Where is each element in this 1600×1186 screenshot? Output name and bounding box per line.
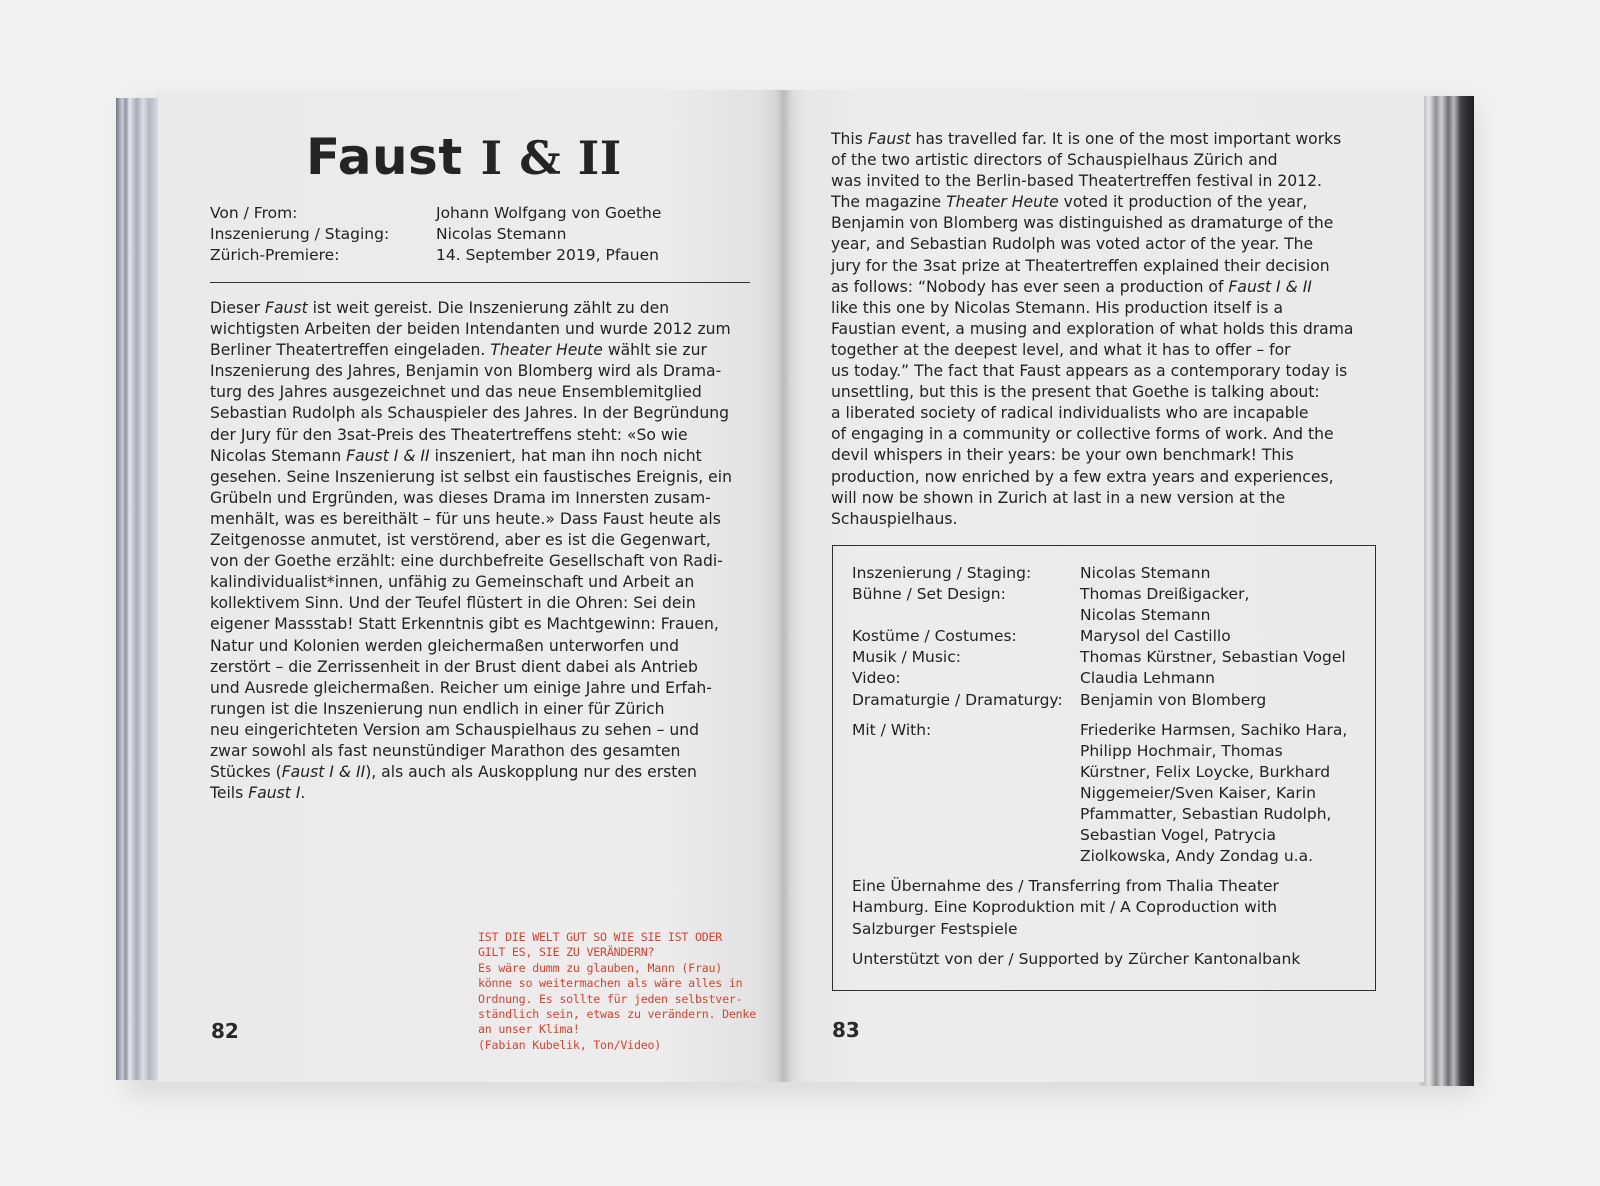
text-line: turg des Jahres ausgezeichnet und das neue Ensemblemitglied [210, 383, 702, 402]
text-line: rungen ist die Inszenierung nun endlich in einer für Zürich [210, 699, 665, 718]
text-line: Benjamin von Blomberg was distinguished as dramaturge of the [831, 214, 1334, 233]
credit-value: Thomas Dreißigacker, Nicolas Stemann [1080, 585, 1250, 625]
text-line: This Faust has travelled far. It is one of the most important works [831, 130, 1342, 148]
text-line: zwar sowohl als fast neunstündiger Marathon des gesamten [210, 741, 681, 760]
text-line: together at the deepest level, and what it has to offer – for [831, 340, 1291, 359]
cast-row [852, 720, 1372, 868]
credit-value: Thomas Kürstner, Sebastian Vogel [1080, 648, 1346, 667]
credit-label: Mit / With: [852, 720, 932, 739]
credit-label: Inszenierung / Staging: [210, 225, 390, 243]
text-line: Stückes (Faust I & II), als auch als Auskopplung nur des ersten [210, 763, 697, 782]
text-line: like this one by Nicolas Stemann. His production itself is a [831, 298, 1284, 317]
credit-label: Dramaturgie / Dramaturgy: [852, 690, 1063, 709]
text-line: Natur und Kolonien werden gleichermaßen unterworfen und [210, 636, 680, 655]
text-line: Nicolas Stemann Faust I & II inszeniert, hat man ihn noch nicht [210, 446, 702, 465]
credit-label: Bühne / Set Design: [852, 585, 1006, 604]
text-line: production, now enriched by a few extra years and experiences, [831, 467, 1334, 486]
text-line: unsettling, but this is the present that Goethe is talking about: [831, 383, 1320, 402]
red-quote [478, 930, 784, 1053]
title-main: Faust [306, 128, 463, 186]
quote-line: ständlich sein, etwas zu verändern. Denke [478, 1007, 756, 1022]
transfer-note: Eine Übernahme des / Transferring from Thalia Theater Hamburg. Eine Koproduktion mit / A Coproduction with Salzburger Festspiele [852, 877, 1279, 938]
page-title [306, 128, 622, 186]
text-line: was invited to the Berlin-based Theatertreffen festival in 2012. [831, 172, 1322, 191]
credit-label: Video: [852, 669, 901, 688]
credit-row [210, 245, 750, 266]
page-number-right: 83 [832, 1018, 860, 1042]
credit-row [210, 203, 750, 224]
text-line: us today.” The fact that Faust appears as a contemporary today is [831, 362, 1348, 381]
credit-value: Nicolas Stemann [1080, 564, 1211, 582]
credits-box [832, 545, 1376, 991]
credit-label: Zürich-Premiere: [210, 246, 340, 264]
credit-label: Musik / Music: [852, 648, 961, 667]
credit-label: Inszenierung / Staging: [852, 564, 1032, 582]
page-number-left: 82 [211, 1019, 239, 1043]
production-credits [210, 203, 750, 266]
text-line: a liberated society of radical individualists who are incapable [831, 404, 1309, 423]
cast-list: Friederike Harmsen, Sachiko Hara, Philipp Hochmair, Thomas Kürstner, Felix Loycke, Burkhard Niggemeier/Sven Kaiser, Karin Pfammatter, Sebastian Rudolph, Sebastian Vogel, Patrycia Ziolkowska, Andy Zondag u.a. [1080, 720, 1348, 866]
text-line: as follows: “Nobody has ever seen a production of Faust I & II [831, 277, 1312, 296]
credits-box-content [852, 563, 1372, 970]
text-line: of the two artistic directors of Schauspielhaus Zürich and [831, 151, 1278, 170]
text-line: Dieser Faust ist weit gereist. Die Inszenierung zählt zu den [210, 299, 670, 317]
credit-value: Marysol del Castillo [1080, 627, 1231, 646]
text-line: devil whispers in their years: be your own benchmark! This [831, 446, 1294, 465]
text-line: neu eingerichteten Version am Schauspielhaus zu sehen – und [210, 720, 700, 739]
credit-row [852, 690, 1372, 711]
credit-row [852, 668, 1372, 689]
credit-row [210, 224, 750, 245]
credit-value: Nicolas Stemann [436, 225, 567, 243]
text-line: zerstört – die Zerrissenheit in der Brust dient dabei als Antrieb [210, 657, 698, 676]
left-page-edges [116, 98, 161, 1080]
text-line: kalindividualist*innen, unfähig zu Gemeinschaft und Arbeit an [210, 573, 695, 592]
credit-label: Von / From: [210, 204, 298, 222]
text-line: Inszenierung des Jahres, Benjamin von Blomberg wird als Drama- [210, 362, 722, 381]
text-line: eigener Massstab! Statt Erkenntnis gibt es Machtgewinn: Frauen, [210, 615, 719, 634]
text-line: jury for the 3sat prize at Theatertreffen explained their decision [831, 256, 1330, 275]
credit-row [852, 563, 1372, 584]
english-body-text [831, 129, 1381, 530]
text-line: Berliner Theatertreffen eingeladen. Theater Heute wählt sie zur [210, 341, 707, 360]
quote-line: Es wäre dumm zu glauben, Mann (Frau) [478, 960, 723, 975]
credit-value: 14. September 2019, Pfauen [436, 246, 659, 264]
text-line: menhält, was es bereithält – für uns heute.» Dass Faust heute als [210, 509, 721, 528]
quote-line: IST DIE WELT GUT SO WIE SIE IST ODER [478, 930, 723, 944]
quote-line: an unser Klima! [478, 1022, 580, 1037]
text-line: der Jury für den 3sat-Preis des Theatertreffens steht: «So wie [210, 425, 688, 444]
title-roman-numerals: I & II [480, 131, 622, 185]
quote-line: GILT ES, SIE ZU VERÄNDERN? [478, 945, 655, 960]
text-line: wichtigsten Arbeiten der beiden Intendanten und wurde 2012 zum [210, 320, 731, 339]
text-line: year, and Sebastian Rudolph was voted actor of the year. The [831, 235, 1314, 254]
text-line: will now be shown in Zurich at last in a new version at the [831, 488, 1286, 507]
credit-value: Johann Wolfgang von Goethe [436, 204, 662, 222]
credit-value: Benjamin von Blomberg [1080, 690, 1267, 709]
credit-row [852, 626, 1372, 647]
text-line: Teils Faust I. [210, 784, 306, 803]
text-line: kollektivem Sinn. Und der Teufel flüstert in die Ohren: Sei dein [210, 594, 696, 613]
text-line: von der Goethe erzählt: eine durchbefreite Gesellschaft von Radi- [210, 552, 723, 571]
quote-attribution: (Fabian Kubelik, Ton/Video) [478, 1037, 662, 1052]
german-body-text [210, 298, 755, 804]
divider [210, 282, 750, 283]
quote-line: könne so weitermachen als wäre alles in [478, 976, 743, 991]
credit-value: Claudia Lehmann [1080, 669, 1215, 688]
credit-row [852, 584, 1372, 626]
text-line: Zeitgenosse anmutet, ist verstörend, aber es ist die Gegenwart, [210, 531, 711, 550]
text-line: gesehen. Seine Inszenierung ist selbst ein faustisches Ereignis, ein [210, 467, 732, 486]
text-line: Grübeln und Ergründen, was dieses Drama im Innersten zusam- [210, 488, 711, 507]
quote-line: Ordnung. Es sollte für jeden selbstver- [478, 991, 743, 1006]
text-line: of engaging in a community or collective forms of work. And the [831, 425, 1334, 444]
credit-label: Kostüme / Costumes: [852, 627, 1017, 646]
text-line: The magazine Theater Heute voted it production of the year, [831, 193, 1308, 212]
text-line: Sebastian Rudolph als Schauspieler des Jahres. In der Begründung [210, 404, 729, 423]
text-line: und Ausrede gleichermaßen. Reicher um einige Jahre und Erfah- [210, 678, 712, 697]
credit-row [852, 647, 1372, 668]
text-line: Schauspielhaus. [831, 509, 958, 528]
text-line: Faustian event, a musing and exploration of what holds this drama [831, 319, 1354, 338]
right-page-edges [1418, 96, 1474, 1086]
support-note: Unterstützt von der / Supported by Zürcher Kantonalbank [852, 949, 1301, 968]
